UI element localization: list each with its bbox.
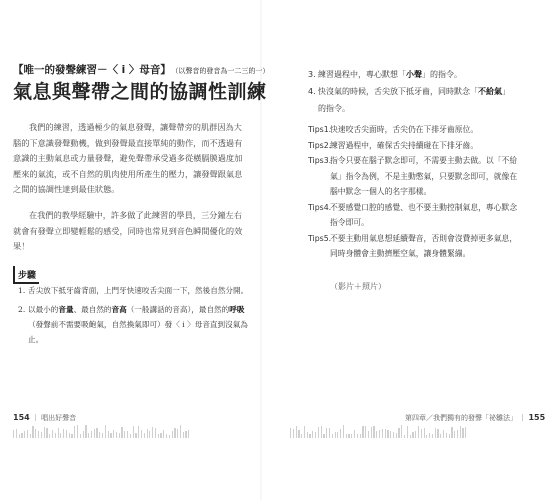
tip-item: [308, 122, 518, 138]
decor-bar: [304, 426, 305, 438]
decor-bar: [337, 432, 338, 438]
section-heading: [13, 62, 269, 77]
emphasis-text: 音高: [111, 305, 127, 314]
tip-text: 不要感覺口腔的感覺、也不要主動控制氣息，專心默念指令即可。: [330, 202, 518, 227]
decor-bar: [437, 429, 438, 438]
decor-bar: [410, 435, 411, 438]
decor-bar: [465, 427, 466, 438]
decor-bar: [362, 426, 363, 438]
decor-bar: [138, 426, 139, 438]
running-title-left: 唱出好聲音: [41, 414, 77, 422]
decor-bar: [398, 428, 399, 438]
paragraph-2: 在我們的教學經驗中，許多做了此練習的學員，三分鐘左右就會有發聲立即變輕鬆的感受，同時也常見到音色瞬間優化的效果！: [13, 210, 243, 252]
decor-bar: [99, 432, 100, 438]
decor-bar: [293, 429, 294, 438]
tip-text: 快速咬舌尖面時，舌尖仍在下排牙齒原位。: [330, 125, 479, 134]
decor-bar: [44, 427, 45, 438]
decor-bar: [110, 433, 111, 438]
decor-bar: [396, 433, 397, 438]
decor-bar: [393, 432, 394, 438]
decor-bar: [432, 434, 433, 438]
decor-bar: [60, 433, 61, 438]
tip-item: [308, 153, 518, 200]
decor-bar: [41, 432, 42, 438]
footer-bars-left: [13, 424, 189, 438]
decor-bar: [38, 431, 39, 438]
decor-bar: [373, 426, 374, 438]
step-text: 快沒氣的時候，舌尖放下抵牙齒，同時默念「: [318, 87, 478, 96]
decor-bar: [457, 430, 458, 438]
decor-bar: [382, 429, 383, 438]
decor-bar: [127, 431, 128, 438]
decor-bar: [435, 428, 436, 438]
decor-bar: [387, 430, 388, 438]
decor-bar: [96, 428, 97, 438]
step-text: 練習過程中，專心默想「: [318, 70, 406, 79]
decor-bar: [130, 434, 131, 438]
decor-bar: [124, 431, 125, 438]
decor-bar: [52, 430, 53, 438]
step-number: 1.: [18, 286, 26, 295]
decor-bar: [426, 435, 427, 438]
step-number: 4.: [308, 87, 316, 96]
decor-bar: [326, 428, 327, 438]
decor-bar: [35, 429, 36, 438]
decor-bar: [379, 430, 380, 438]
step-text: （發聲前不需要吸飽氣，自然換氣即可）發〈 i 〉母音直到沒氣為止。: [28, 320, 248, 344]
step-item: [308, 83, 512, 117]
decor-bar: [71, 434, 72, 438]
decor-bar: [113, 430, 114, 438]
decor-bar: [172, 431, 173, 438]
decor-bar: [108, 431, 109, 438]
decor-bar: [88, 433, 89, 438]
steps-list: [18, 283, 250, 351]
tip-number: Tips1.: [308, 125, 332, 134]
decor-bar: [91, 431, 92, 438]
decor-bar: [166, 434, 167, 438]
decor-bar: [188, 430, 189, 438]
footer-right: [405, 413, 545, 423]
decor-bar: [298, 430, 299, 438]
decor-bar: [49, 434, 50, 438]
decor-bar: [323, 434, 324, 438]
decor-bar: [63, 429, 64, 438]
decor-bar: [32, 426, 33, 438]
decor-bar: [429, 433, 430, 438]
tip-text: 不要主動用氣息想延續聲音，否則會沒費掉更多氣息，同時身體會主動擠壓空氣，讓身體緊繃。: [330, 233, 518, 258]
decor-bar: [77, 425, 78, 438]
step-number: 3.: [308, 70, 316, 79]
decor-bar: [440, 434, 441, 438]
decor-bar: [141, 430, 142, 438]
decor-bar: [19, 434, 20, 438]
decor-bar: [307, 432, 308, 438]
decor-bar: [321, 426, 322, 438]
decor-bar: [83, 431, 84, 438]
decor-bar: [119, 433, 120, 438]
tip-text: 練習過程中，確保舌尖持續碰在下排牙齒。: [330, 140, 479, 150]
page-number-right: 155: [528, 413, 545, 422]
decor-bar: [315, 432, 316, 438]
tip-item: [308, 138, 518, 154]
decor-bar: [116, 432, 117, 438]
decor-bar: [16, 429, 17, 438]
decor-bar: [460, 426, 461, 438]
step-item: [18, 283, 250, 298]
decor-bar: [357, 434, 358, 438]
decor-bar: [412, 432, 413, 438]
decor-bar: [454, 431, 455, 438]
decor-bar: [169, 435, 170, 438]
decor-bar: [354, 430, 355, 438]
decor-bar: [335, 432, 336, 438]
decor-bar: [351, 434, 352, 438]
tip-item: [308, 231, 518, 262]
decor-bar: [421, 429, 422, 438]
decor-bar: [407, 426, 408, 438]
decor-bar: [443, 430, 444, 438]
decor-bar: [105, 425, 106, 438]
tips-list: [308, 122, 518, 262]
tip-number: Tips3.: [308, 156, 332, 165]
decor-bar: [418, 426, 419, 438]
decor-bar: [30, 434, 31, 438]
emphasis-text: 不給氣: [478, 87, 502, 96]
decor-bar: [163, 430, 164, 438]
decor-bar: [80, 434, 81, 438]
decor-bar: [343, 425, 344, 438]
decor-bar: [404, 435, 405, 438]
decor-bar: [446, 433, 447, 438]
step-text: 舌尖放下抵牙齒背面，上門牙快速咬舌尖面一下，然後自然分開。: [28, 286, 249, 295]
decor-bar: [152, 427, 153, 438]
tip-number: Tips4.: [308, 202, 332, 212]
emphasis-text: 呼吸: [229, 305, 245, 314]
decor-bar: [185, 431, 186, 438]
page-number-left: 154: [13, 413, 30, 422]
decor-bar: [346, 434, 347, 438]
decor-bar: [449, 434, 450, 438]
decor-bar: [290, 428, 291, 438]
decor-bar: [58, 428, 59, 438]
decor-bar: [46, 428, 47, 438]
decor-bar: [301, 434, 302, 438]
emphasis-text: 音量: [58, 305, 74, 314]
decor-bar: [27, 430, 28, 438]
decor-bar: [401, 425, 402, 438]
step-number: 2.: [18, 305, 26, 314]
decor-bar: [183, 432, 184, 438]
decor-bar: [158, 434, 159, 438]
step-item: [308, 66, 512, 83]
step-text: 」的指令。: [318, 87, 510, 113]
decor-bar: [177, 429, 178, 438]
decor-bar: [309, 434, 310, 438]
footer-divider: ｜: [519, 414, 527, 422]
step-item: [18, 302, 250, 347]
tip-item: [308, 200, 518, 231]
decor-bar: [385, 429, 386, 438]
decor-bar: [155, 428, 156, 438]
decor-bar: [147, 429, 148, 438]
decor-bar: [24, 431, 25, 438]
tip-number: Tips2.: [308, 140, 332, 150]
decor-bar: [66, 430, 67, 438]
decor-bar: [69, 433, 70, 438]
step-text: 、最自然的: [73, 305, 112, 314]
footer-divider: ｜: [31, 414, 39, 422]
tip-number: Tips5.: [308, 233, 332, 243]
steps-label: 步驟: [13, 266, 39, 284]
step-text: （一般講話的音高），最自然的: [126, 305, 230, 314]
decor-bar: [160, 433, 161, 438]
decor-bar: [312, 431, 313, 438]
decor-bar: [135, 433, 136, 438]
decor-bar: [365, 426, 366, 438]
media-placeholder: （影片＋照片）: [330, 282, 386, 291]
decor-bar: [451, 427, 452, 438]
section-heading-text: 【唯一的發聲練習－〈 i 〉母音】: [13, 64, 171, 76]
decor-bar: [415, 431, 416, 438]
decor-bar: [296, 426, 297, 438]
decor-bar: [74, 426, 75, 438]
decor-bar: [332, 434, 333, 438]
decor-bar: [102, 433, 103, 438]
decor-bar: [94, 429, 95, 438]
decor-bar: [318, 427, 319, 438]
decor-bar: [348, 434, 349, 438]
decor-bar: [340, 429, 341, 438]
decor-bar: [180, 425, 181, 438]
decor-bar: [376, 431, 377, 438]
running-title-right: 第四章／我們獨有的發聲「祕雛法」: [405, 414, 517, 422]
decor-bar: [462, 428, 463, 438]
decor-bar: [144, 433, 145, 438]
page-title: 氣息與聲帶之間的協調性訓練: [13, 81, 267, 103]
decor-bar: [390, 431, 391, 438]
footer-left: [13, 413, 76, 423]
decor-bar: [121, 427, 122, 438]
decor-bar: [13, 430, 14, 438]
decor-bar: [55, 433, 56, 438]
step-text: 」的指令。: [422, 70, 462, 79]
decor-bar: [174, 428, 175, 438]
section-heading-note: （以聲音的發音為一二三的一）: [174, 67, 270, 75]
decor-bar: [85, 425, 86, 438]
tip-text: 指令只要在腦子默念即可，不需要主動去做。以「不給氣」指令為例，不是主動憋氣，只要默念即可，就像在腦中默念一個人的名字那樣。: [330, 156, 518, 196]
decor-bar: [371, 427, 372, 438]
decor-bar: [21, 433, 22, 438]
decor-bar: [329, 428, 330, 438]
decor-bar: [424, 428, 425, 438]
decor-bar: [149, 431, 150, 438]
step-text: 以最小的: [28, 305, 59, 314]
decor-bar: [360, 434, 361, 438]
decor-bar: [133, 426, 134, 438]
decor-bar: [368, 431, 369, 438]
paragraph-1: 我們的練習，透過極少的氣息發聲，讓聲帶旁的肌群因為大腦的下意識發聲動機，做到發聲最直接單純的動作，而不透過有意識的主動氣息或力量發聲，避免聲帶承受過多從橫膈膜過度加壓來的氣流，或不自然的肌肉使用所產生的壓力，讓發聲跟氣息之間的協調性達到最佳狀態。: [13, 122, 243, 195]
footer-bars-right: [290, 424, 466, 438]
emphasis-text: 小聲: [406, 70, 422, 79]
steps-list-continued: [308, 66, 512, 117]
